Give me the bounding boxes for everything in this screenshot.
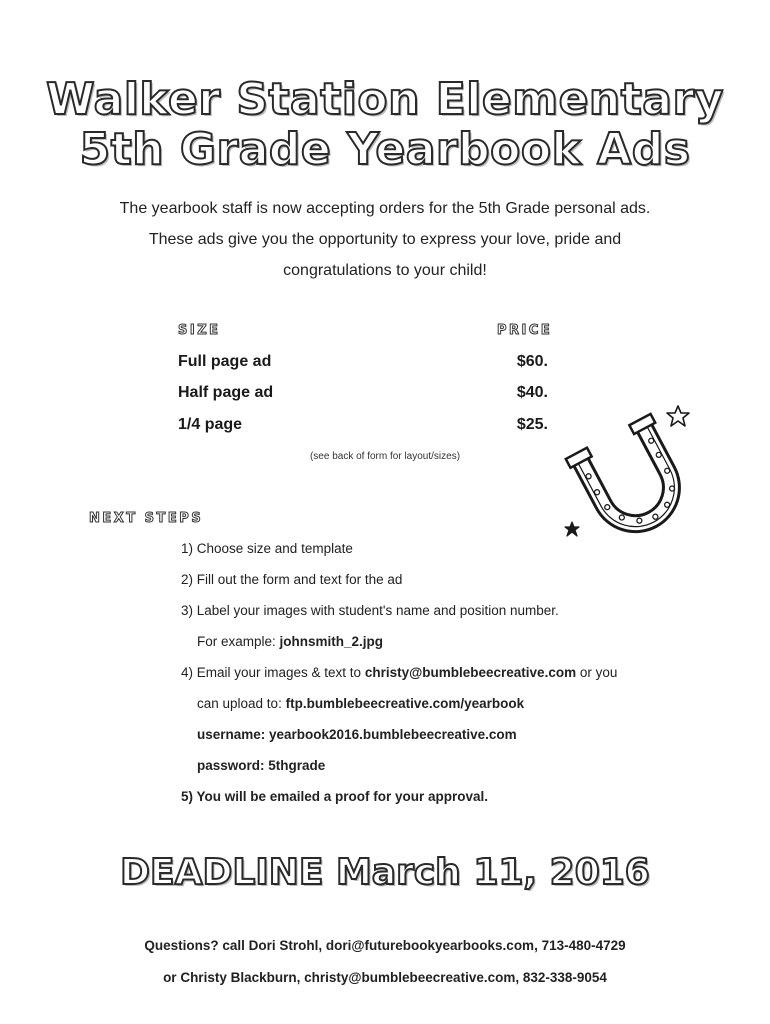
price-row [178, 353, 548, 377]
step-upload [197, 696, 524, 711]
step-item [181, 665, 617, 680]
step5-text: 5) You will be emailed a proof for your approval. [181, 789, 489, 804]
ad-size-label: Full page ad [178, 353, 272, 370]
page-title-line2: 5th Grade Yearbook Ads [79, 124, 691, 175]
upload-prefix: can upload to: [197, 696, 286, 711]
username-text [197, 727, 517, 742]
step4-prefix: 4) Email your images & text to [181, 665, 365, 680]
password-value: password: 5thgrade [197, 758, 326, 773]
contact-email-link[interactable]: christy@bumblebeecreative.com [364, 665, 577, 680]
ad-size-label: Half page ad [178, 384, 274, 401]
ad-price: $25. [516, 416, 548, 433]
step-item: 2) Fill out the form and text for the ad [181, 572, 403, 587]
star-icon [667, 406, 689, 426]
price-header: PRICE [497, 323, 553, 338]
horseshoe-icon [566, 414, 698, 548]
next-steps-header: NEXT STEPS [89, 511, 204, 526]
step4-suffix: or you [576, 665, 618, 680]
step-example [197, 634, 383, 649]
example-filename: johnsmith_2.jpg [279, 634, 384, 649]
step-item: 1) Choose size and template [181, 541, 353, 556]
star-icon [565, 522, 579, 536]
ftp-link[interactable]: ftp.bumblebeecreative.com/yearbook [285, 696, 525, 711]
ad-price: $40. [516, 384, 548, 401]
page-title-line1: Walker Station Elementary [46, 74, 724, 125]
password-text [197, 758, 325, 773]
footer-contact-line: or Christy Blackburn, christy@bumblebeecreative.com, 832-338-9054 [163, 970, 607, 985]
intro-paragraph [0, 193, 770, 286]
username-value: username: yearbook2016.bumblebeecreative.com [197, 727, 517, 742]
deadline-banner: DEADLINE March 11, 2016 [120, 852, 650, 893]
ad-price: $60. [516, 353, 548, 370]
price-row [178, 416, 548, 440]
intro-line: congratulations to your child! [283, 262, 487, 279]
intro-line: These ads give you the opportunity to express your love, pride and [148, 231, 622, 248]
step-item [181, 789, 488, 804]
ad-size-label: 1/4 page [178, 416, 243, 433]
example-prefix: For example: [197, 634, 280, 649]
intro-line: The yearbook staff is now accepting orders for the 5th Grade personal ads. [119, 200, 651, 217]
layout-note: (see back of form for layout/sizes) [309, 451, 461, 462]
size-header: SIZE [178, 323, 221, 338]
horseshoe-illustration [548, 398, 698, 548]
step-item: 3) Label your images with student's name and position number. [181, 603, 559, 618]
footer-contact-line: Questions? call Dori Strohl, dori@futurebookyearbooks.com, 713-480-4729 [144, 938, 626, 953]
price-row [178, 384, 548, 408]
